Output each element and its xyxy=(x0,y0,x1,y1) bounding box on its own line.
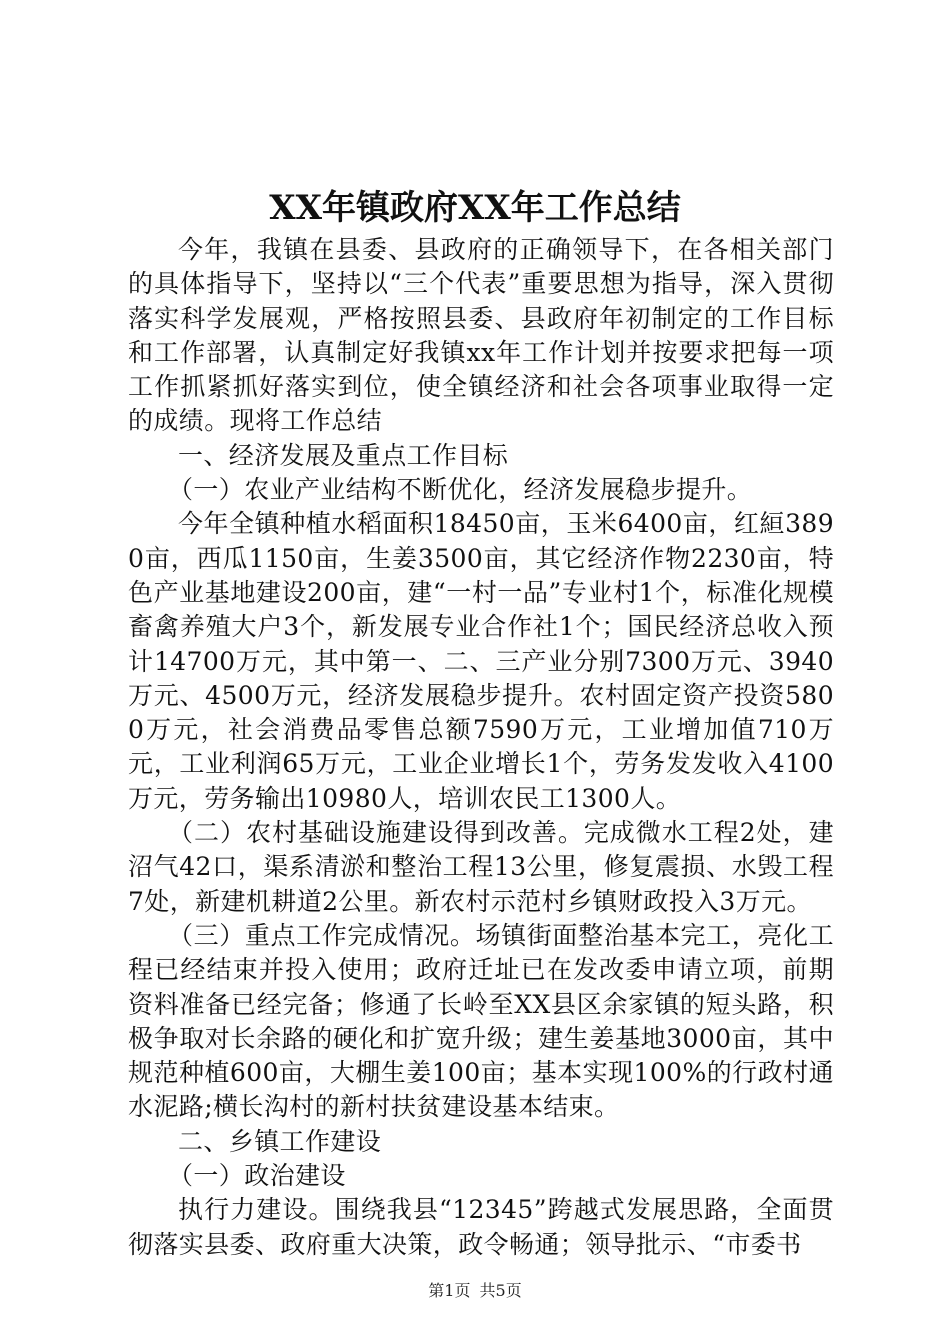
page-total: 共5页 xyxy=(479,1281,522,1300)
paragraph-execution: 执行力建设。围绕我县“12345”跨越式发展思路，全面贯彻落实县委、政府重大决策，政令畅通；领导批示、“市委书 xyxy=(128,1195,834,1259)
paragraph-key-work: （三）重点工作完成情况。场镇街面整治基本完工，亮化工程已经结束并投入使用；政府迁址已在发改委申请立项，前期资料准备已经完备；修通了长岭至XX县区余家镇的短头路，积极争取对长余路的硬化和扩宽升级；建生姜基地3000亩，其中规范种植600亩，大棚生姜100亩；基本实现100%的行政村通水泥路;横长沟村的新村扶贫建设基本结束。 xyxy=(128,920,834,1122)
section-heading-economy: 一、经济发展及重点工作目标 xyxy=(178,440,509,470)
subsection-heading-agriculture: （一）农业产业结构不断优化，经济发展稳步提升。 xyxy=(168,475,753,505)
page-number: 第1页 xyxy=(428,1281,471,1300)
document-body xyxy=(128,233,834,1262)
paragraph-infrastructure: （二）农村基础设施建设得到改善。完成微水工程2处，建沼气42口，渠系清淤和整治工程13公里，修复震损、水毁工程7处，新建机耕道2公里。新农村示范村乡镇财政投入3万元。 xyxy=(128,818,834,916)
page-footer xyxy=(0,1280,950,1302)
section-heading-township: 二、乡镇工作建设 xyxy=(178,1126,382,1156)
paragraph-agriculture-figures: 今年全镇种植水稻面积18450亩，玉米6400亩，红絙3890亩，西瓜1150亩，生姜3500亩，其它经济作物2230亩，特色产业基地建设200亩，建“一村一品”专业村1个，标准化规模畜禽养殖大户3个，新发展专业合作社1个；国民经济总收入预计14700万元，其中第一、二、三产业分别7300万元、3940万元、4500万元，经济发展稳步提升。农村固定资产投资5800万元，社会消费品零售总额7590万元，工业增加值710万元，工业利润65万元，工业企业增长1个，劳务发发收入4100万元，劳务输出10980人，培训农民工1300人。 xyxy=(128,509,834,813)
document-title: XX年镇政府XX年工作总结 xyxy=(269,188,681,228)
paragraph-intro: 今年，我镇在县委、县政府的正确领导下，在各相关部门的具体指导下，坚持以“三个代表”重要思想为指导，深入贯彻落实科学发展观，严格按照县委、县政府年初制定的工作目标和工作部署，认真制定好我镇xx年工作计划并按要求把每一项工作抓紧抓好落实到位，使全镇经济和社会各项事业取得一定的成绩。现将工作总结 xyxy=(128,235,834,436)
subsection-heading-political: （一）政治建设 xyxy=(168,1161,346,1191)
